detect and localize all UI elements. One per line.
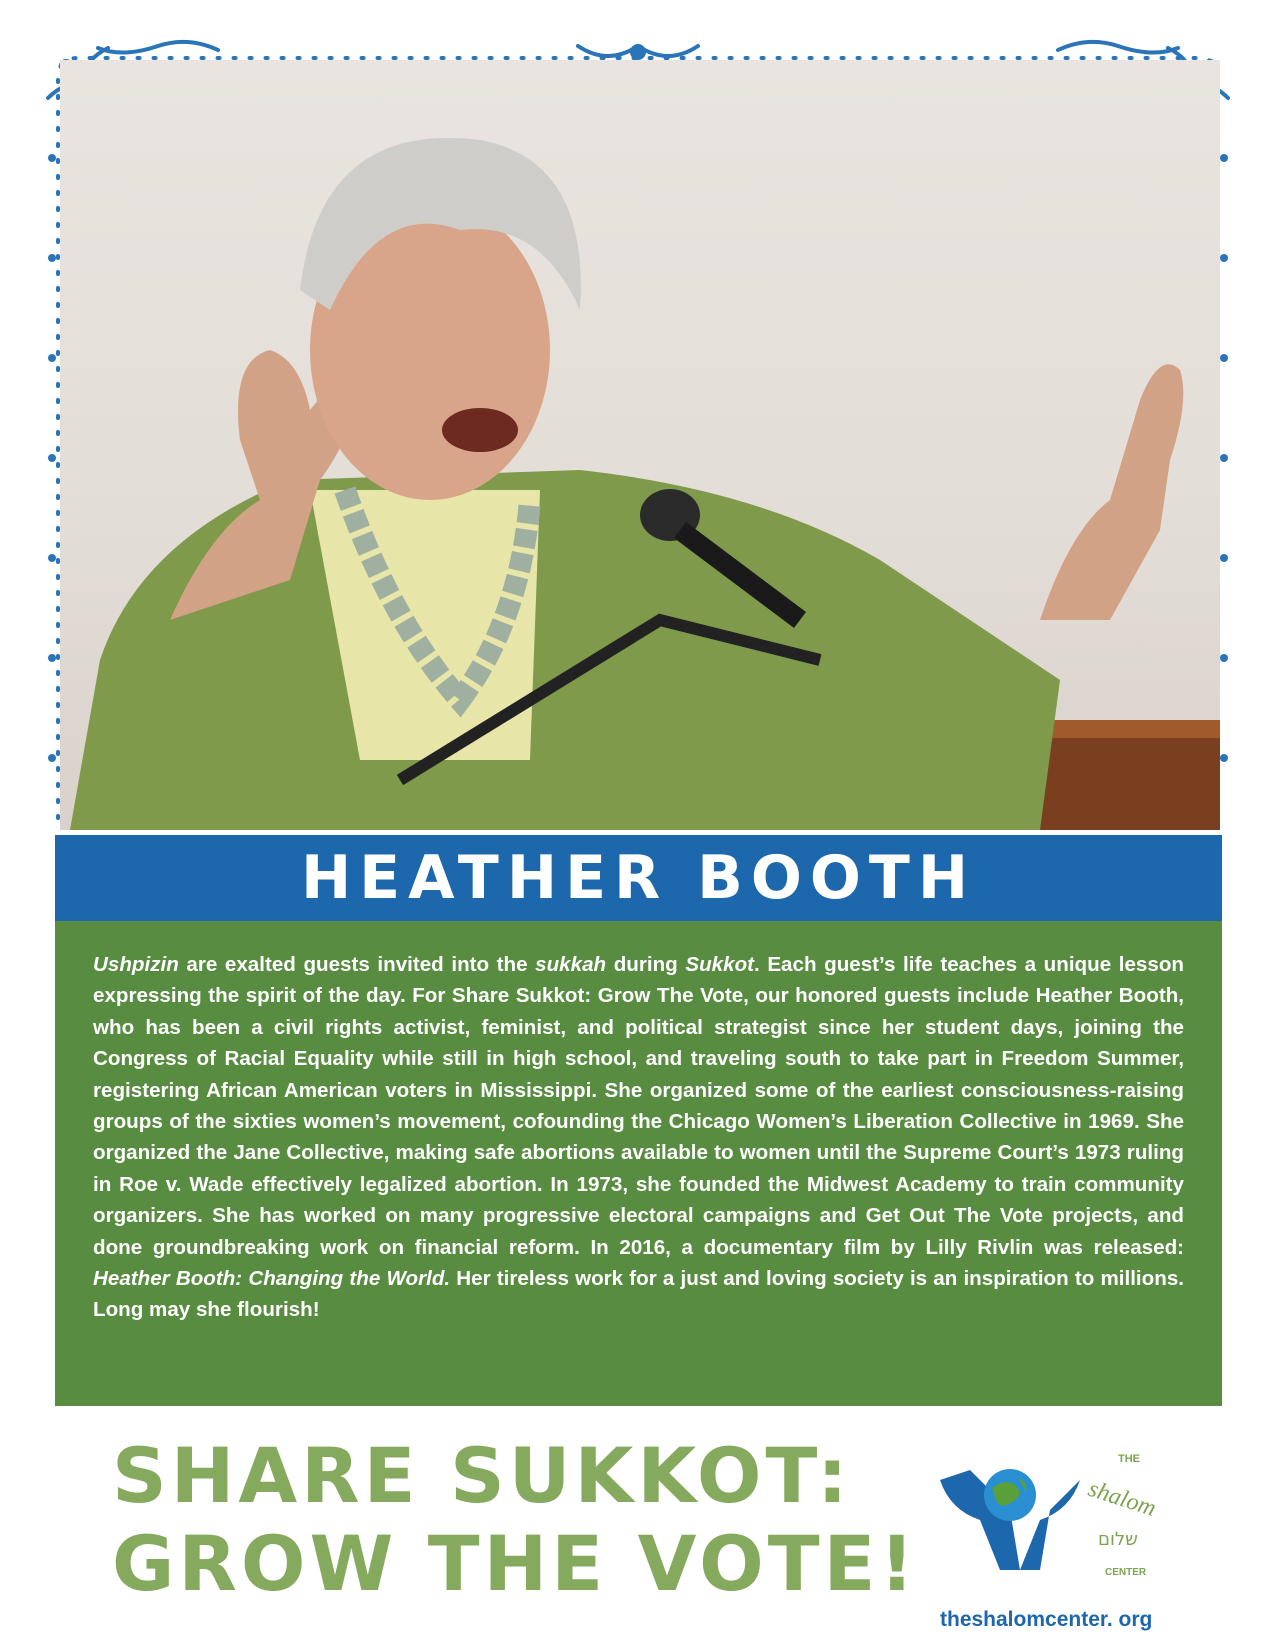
biography-box [55, 921, 1222, 1406]
bio-text-segment: during [606, 953, 686, 976]
tagline-line-2: GROW THE VOTE! [112, 1519, 919, 1608]
speaker-photo-illustration [60, 60, 1220, 830]
logo-hebrew-text: שלום [1098, 1529, 1138, 1550]
shalom-center-logo [930, 1440, 1160, 1600]
bio-term-ushpizin: Ushpizin [93, 953, 179, 976]
bio-term-sukkot: Sukkot [685, 953, 755, 976]
website-url: theshalomcenter. org [940, 1608, 1153, 1631]
biography-text [93, 949, 1184, 1326]
logo-word-shalom: shalom [1085, 1475, 1160, 1522]
speaker-photo [60, 60, 1220, 830]
bio-term-sukkah: sukkah [535, 953, 607, 976]
logo-word-the: THE [1118, 1453, 1140, 1465]
bio-film-title: Heather Booth: Changing the World. [93, 1267, 451, 1291]
bio-text-segment: are exalted guests invited into the [178, 953, 536, 976]
name-banner [55, 835, 1222, 921]
campaign-tagline [112, 1432, 918, 1608]
honoree-name: HEATHER BOOTH [300, 843, 977, 913]
logo-word-center: CENTER [1105, 1567, 1147, 1578]
bio-text-segment: Her tireless work for a just and loving society is an inspiration to millions. Long may she flourish! [93, 1267, 1184, 1322]
tagline-line-1: SHARE SUKKOT: [112, 1431, 852, 1520]
bio-text-segment: . Each guest’s life teaches a unique lesson expressing the spirit of the day. For Share Sukkot: Grow The Vote, our honored guests include Heather Booth, who has been a civil rights activist, feminist, and political strategist since her student days, joining the Congress of Racial Equality while still in high school, and traveling south to take part in Freedom Summer, registering African American voters in Mississippi. She organized some of the earliest consciousness-raising groups of the sixties women’s movement, cofounding the Chicago Women’s Liberation Collective in 1969. She organized the Jane Collective, making safe abortions available to women until the Supreme Court’s 1973 ruling in Roe v. Wade effectively legalized abortion. In 1973, she founded the Midwest Academy to train community organizers. She has worked on many progressive electoral campaigns and Get Out The Vote projects, and done groundbreaking work on financial reform. In 2016, a documentary film by Lilly Rivlin was released: [93, 953, 1184, 1259]
